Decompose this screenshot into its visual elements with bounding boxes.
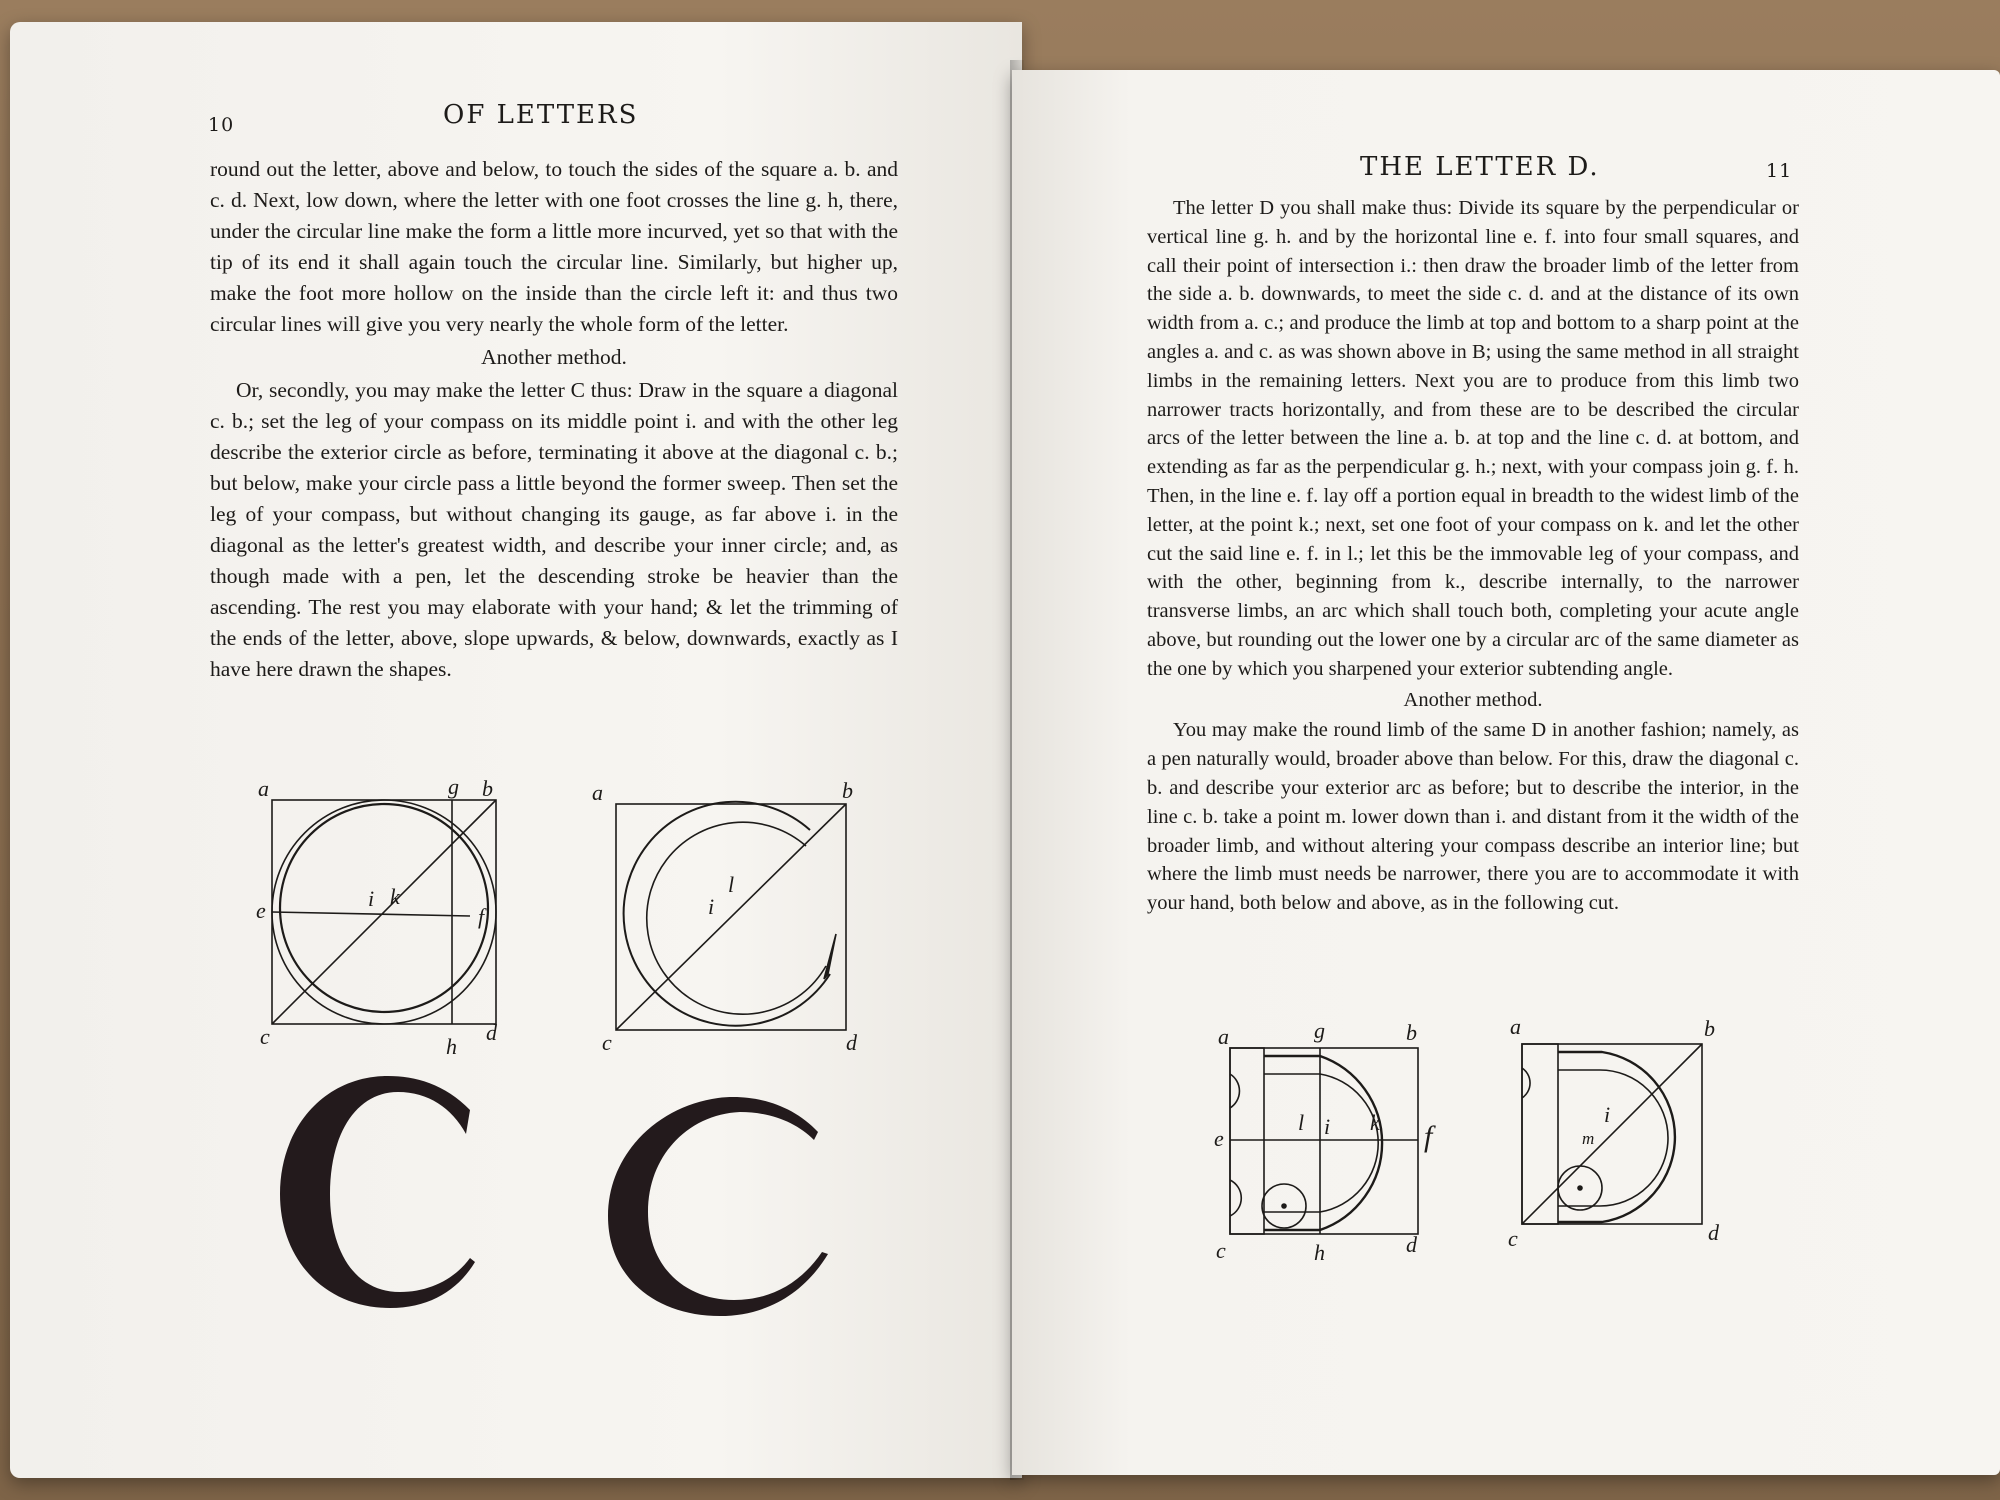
fig1-label-c: c — [260, 1024, 270, 1049]
letter-c-solid-2 — [600, 1092, 840, 1322]
fig4-label-d: d — [1708, 1220, 1719, 1245]
fig3-label-k: k — [1370, 1110, 1380, 1135]
fig2-label-c: c — [602, 1030, 612, 1055]
fig1-label-d: d — [486, 1020, 497, 1045]
fig3-label-i: i — [1324, 1114, 1331, 1139]
fig2-label-b: b — [842, 778, 853, 803]
figure-d-construction-1 — [1202, 1016, 1452, 1266]
right-subheading: Another method. — [1403, 688, 1543, 711]
figure-c-construction-1 — [250, 774, 520, 1064]
right-page — [1012, 70, 2000, 1475]
left-text-block — [210, 154, 898, 685]
figure-d-construction-2 — [1492, 1010, 1732, 1250]
fig1-label-e: e — [256, 898, 266, 923]
fig2-label-l: l — [728, 872, 735, 897]
fig3-label-d: d — [1406, 1232, 1417, 1257]
fig1-label-a: a — [258, 776, 269, 801]
fig4-label-a: a — [1510, 1014, 1521, 1039]
fig3-label-g: g — [1314, 1018, 1325, 1043]
right-text-block — [1147, 194, 1799, 918]
fig3-label-c: c — [1216, 1238, 1226, 1263]
fig1-label-i: i — [368, 886, 375, 911]
fig4-label-m: m — [1582, 1129, 1595, 1148]
fig4-label-c: c — [1508, 1226, 1518, 1250]
fig3-label-f: f — [1424, 1120, 1433, 1153]
fig2-label-i: i — [708, 894, 715, 919]
left-page — [10, 22, 1022, 1478]
page-number-left: 10 — [208, 114, 235, 136]
letter-c-solid-1 — [270, 1072, 500, 1312]
fig1-label-g: g — [448, 774, 459, 799]
left-subheading: Another method. — [481, 345, 627, 369]
fig1-label-b: b — [482, 776, 493, 801]
left-paragraph-1: round out the letter, above and below, to touch the sides of the square a. b. and c. d. Next, low down, where the letter with one foot crosses the line g. h, there, under the circular line make the form a little more incurved, yet so that with the tip of its end it shall again touch the circular line. Similarly, but higher up, make the foot more hollow on the inside than the circle left it: and thus two circular lines will give you very nearly the whole form of the letter. — [210, 157, 898, 336]
right-paragraph-1: The letter D you shall make thus: Divide its square by the perpendicular or vertical line g. h. and by the horizontal line e. f. into four small squares, and call their point of intersection i.: then draw the broader limb of the letter from the side a. b. downwards, to meet the side c. d. and at the distance of its own width from a. c.; and produce the limb at top and bottom to a sharp point at the angles a. and c. as was shown above in B; using the same method in all straight limbs in the remaining letters. Next you are to produce from this limb two narrower tracts horizontally, and from these are to be described the circular arcs of the letter between the line a. b. at top and the line c. d. at bottom, and extending as far as the perpendicular g. h.; next, with your compass join g. f. h. Then, in the line e. f. lay off a portion equal in breadth to the widest limb of the letter, at the point k.; next, set one foot of your compass on k. and let the other cut the said line e. f. in l.; let this be the immovable leg of your compass, and with the other, beginning from k., describe internally, to the narrower transverse limbs, an arc which shall touch both, completing your acute angle above, but rounding out the lower one by a circular arc of the same diameter as the one by which you sharpened your exterior subtending angle. — [1147, 197, 1799, 680]
fig3-label-h: h — [1314, 1240, 1325, 1265]
fig1-label-f: f — [478, 904, 485, 929]
left-paragraph-2: Or, secondly, you may make the letter C thus: Draw in the square a diagonal c. b.; set the leg of your compass on its middle point i. and with the other leg describe the exterior circle as before, terminating it above at the diagonal c. b.; but below, make your circle pass a little beyond the former sweep. Then set the leg of your compass, but without changing its gauge, as far above i. in the diagonal as the letter's greatest width, and describe your inner circle; and, as though made with a pen, let the descending stroke be heavier than the ascending. The rest you may elaborate with your hand; & let the trimming of the ends of the letter, above, slope upwards, & below, downwards, exactly as I have here drawn the shapes. — [210, 378, 898, 681]
fig3-label-b: b — [1406, 1020, 1417, 1045]
fig2-label-a: a — [592, 780, 603, 805]
fig4-label-i: i — [1604, 1102, 1611, 1127]
figure-c-construction-2 — [580, 774, 870, 1064]
fig4-label-b: b — [1704, 1016, 1715, 1041]
right-paragraph-2: You may make the round limb of the same D in another fashion; namely, as a pen naturally would, broader above than below. For this, draw the diagonal c. b. and describe your exterior arc as before; but to describe the interior, in the line c. b. take a point m. lower down than i. and distant from it the width of the broader limb, and without altering your compass describe an interior line; but where the limb must needs be narrower, there you are to accommodate it with your hand, both below and above, as in the following cut. — [1147, 719, 1799, 915]
fig3-label-l: l — [1298, 1110, 1305, 1135]
page-number-right: 11 — [1766, 160, 1793, 182]
running-head-left: OF LETTERS — [443, 100, 639, 130]
fig1-label-h: h — [446, 1034, 457, 1059]
running-head-right: THE LETTER D. — [1360, 152, 1600, 182]
fig1-label-k: k — [390, 884, 400, 909]
fig3-label-a: a — [1218, 1024, 1229, 1049]
fig3-label-e: e — [1214, 1126, 1224, 1151]
fig2-label-d: d — [846, 1030, 857, 1055]
